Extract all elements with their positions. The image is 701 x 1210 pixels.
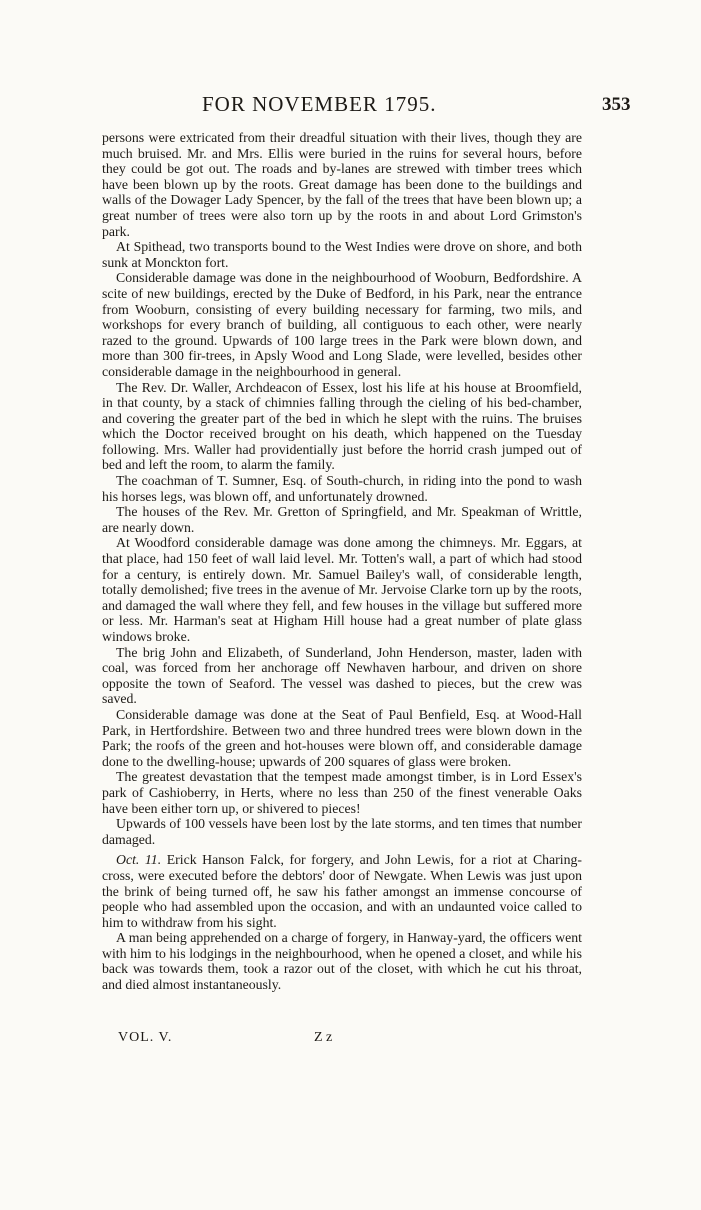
signature-mark: Z z	[314, 1030, 333, 1045]
article-body	[102, 130, 582, 993]
page-title: FOR NOVEMBER 1795.	[202, 92, 437, 116]
paragraph-vessels: Upwards of 100 vessels have been lost by the late storms, and ten times that number damaged.	[102, 816, 582, 847]
paragraph-executions	[102, 852, 582, 930]
volume-mark: VOL. V.	[118, 1030, 173, 1045]
paragraph-cashioberry: The greatest devastation that the tempest made amongst timber, is in Lord Essex's park of Cashioberry, in Herts, where no less than 250 of the finest venerable Oaks have been either torn up, or shivered to pieces!	[102, 769, 582, 816]
paragraph-gretton: The houses of the Rev. Mr. Gretton of Springfield, and Mr. Speakman of Writtle, are nearly down.	[102, 504, 582, 535]
running-head	[0, 92, 701, 122]
date-lead: Oct. 11.	[116, 852, 162, 868]
paragraph-brig: The brig John and Elizabeth, of Sunderland, John Henderson, master, laden with coal, was forced from her anchorage off Newhaven harbour, and driven on shore opposite the town of Seaford. The vessel was dashed to pieces, but the crew was saved.	[102, 644, 582, 707]
paragraph-coachman: The coachman of T. Sumner, Esq. of South-church, in riding into the pond to wash his horses legs, was blown off, and unfortunately drowned.	[102, 473, 582, 504]
paragraph-woodford: At Woodford considerable damage was done among the chimneys. Mr. Eggars, at that place, had 150 feet of wall laid level. Mr. Totten's wall, a part of which had stood for a century, is entirely down. Mr. Samuel Bailey's wall, of considerable length, totally demolished; five trees in the avenue of Mr. Jervoise Clarke torn up by the roots, and damaged the wall where they fell, and few houses in the village but suffered more or less. Mr. Harman's seat at Higham Hill house had a great number of plate glass windows broke.	[102, 535, 582, 644]
paragraph-forgery: A man being apprehended on a charge of forgery, in Hanway-yard, the officers went with him to his lodgings in the neighbourhood, when he opened a closet, and while his back was towards them, took a razor out of the closet, with which he cut his throat, and died almost instantaneously.	[102, 930, 582, 993]
paragraph-executions-text: Erick Hanson Falck, for forgery, and John Lewis, for a riot at Charing-cross, were executed before the debtors' door of Newgate. When Lewis was just upon the brink of being turned off, he saw his father amongst an immense concourse of people who had assembled upon the occasion, and with an undaunted voice called to him to withdraw from his sight.	[102, 852, 583, 930]
page-footer	[118, 1030, 418, 1050]
paragraph-benfield: Considerable damage was done at the Seat of Paul Benfield, Esq. at Wood-Hall Park, in Hertfordshire. Between two and three hundred trees were blown down in the Park; the roofs of the green and hot-houses were blown off, and considerable damage done to the dwelling-house; upwards of 200 squares of glass were broken.	[102, 706, 582, 769]
page-number: 353	[602, 94, 631, 115]
paragraph-waller: The Rev. Dr. Waller, Archdeacon of Essex, lost his life at his house at Broomfield, in that county, by a stack of chimnies falling through the cieling of his bed-chamber, and covering the greater part of the bed in which he slept with the ruins. The bruises which the Doctor received brought on his death, which happened on the Tuesday following. Mrs. Waller had providentially just before the horrid crash jumped out of bed and left the room, to alarm the family.	[102, 379, 582, 473]
paragraph-extrication: persons were extricated from their dreadful situation with their lives, though they are much bruised. Mr. and Mrs. Ellis were buried in the ruins for several hours, before they could be got out. The roads and by-lanes are strewed with timber trees which have been blown up by the roots. Great damage has been done to the buildings and walls of the Dowager Lady Spencer, by the fall of the trees that have been blown up; a great number of trees were also torn up by the roots in and about Lord Grimston's park.	[102, 130, 582, 239]
paragraph-spithead: At Spithead, two transports bound to the West Indies were drove on shore, and both sunk at Monckton fort.	[102, 239, 582, 270]
paragraph-wooburn: Considerable damage was done in the neighbourhood of Wooburn, Bedfordshire. A scite of new buildings, erected by the Duke of Bedford, in his Park, near the entrance from Wooburn, consisting of every building necessary for farming, two mils, and workshops for every branch of building, all contiguous to each other, were nearly razed to the ground. Upwards of 100 large trees in the Park were blown down, and more than 300 fir-trees, in Apsly Wood and Long Slade, were levelled, besides other considerable damage in the neighbourhood in general.	[102, 270, 582, 379]
